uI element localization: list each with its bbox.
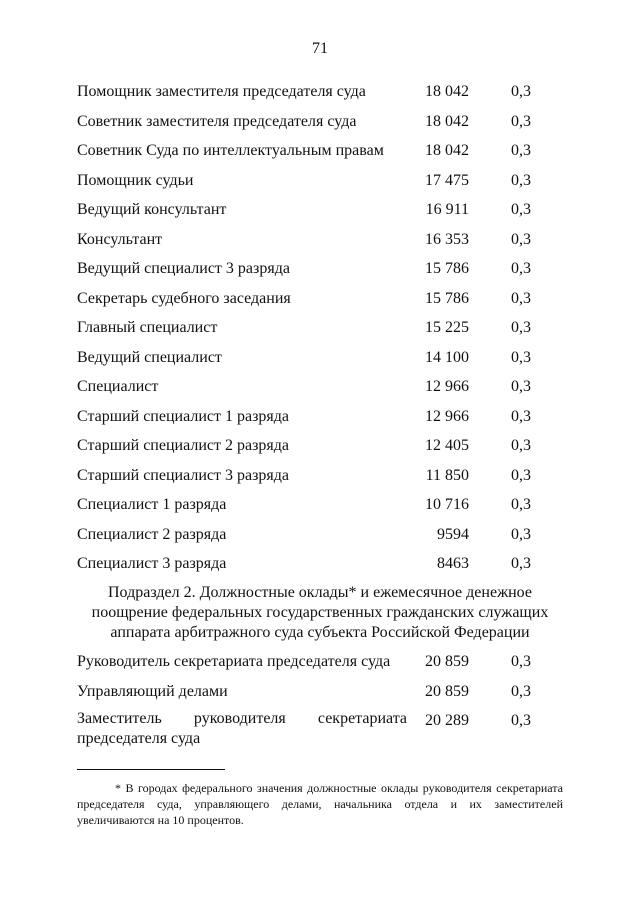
position-title: Ведущий консультант (77, 201, 227, 218)
table-row (77, 680, 577, 710)
coefficient-value: 0,3 (511, 83, 531, 100)
position-title: Главный специалист (77, 319, 218, 336)
position-table-subsection-2 (77, 650, 577, 759)
coefficient-value: 0,3 (511, 260, 531, 277)
coefficient-value: 0,3 (511, 407, 531, 425)
position-title: Ведущий специалист (77, 348, 222, 366)
coefficient-value: 0,3 (511, 319, 531, 336)
footnote: * В городах федерального значения должностные оклады руководителя секретариата председателя суда, управляющего делами, начальника отдела и их заместителей увеличиваются на 10 процентов. (77, 781, 563, 827)
coefficient-value: 0,3 (511, 653, 531, 670)
salary-value: 20 289 (425, 712, 469, 729)
coefficient-value: 0,3 (511, 289, 531, 307)
table-row (77, 139, 577, 169)
position-title: Советник заместителя председателя суда (77, 112, 357, 130)
coefficient-value: 0,3 (511, 142, 531, 159)
table-row (77, 709, 577, 759)
table-row (77, 464, 577, 494)
table-row (77, 434, 577, 464)
position-table (77, 80, 577, 582)
coefficient-value: 0,3 (511, 348, 531, 366)
table-row (77, 316, 577, 346)
table-row (77, 110, 577, 140)
salary-value: 18 042 (425, 83, 469, 100)
salary-value: 15 786 (425, 260, 469, 277)
subsection-heading: Подраздел 2. Должностные оклады* и ежемесячное денежное поощрение федеральных государственных гражданских служащих аппарата арбитражного суда субъекта Российской Федерации (91, 584, 549, 641)
table-row (77, 523, 577, 553)
coefficient-value: 0,3 (511, 112, 531, 130)
coefficient-value: 0,3 (511, 555, 531, 572)
salary-value: 18 042 (425, 142, 469, 159)
position-title: Старший специалист 1 разряда (77, 407, 289, 425)
coefficient-value: 0,3 (511, 712, 531, 729)
coefficient-value: 0,3 (511, 171, 531, 189)
salary-value: 12 405 (425, 437, 469, 454)
salary-value: 8463 (437, 555, 469, 572)
salary-value: 10 716 (425, 496, 469, 513)
position-title: Специалист (77, 378, 159, 395)
table-row (77, 169, 577, 199)
salary-value: 15 786 (425, 289, 469, 307)
position-title: Консультант (77, 230, 163, 248)
salary-value: 12 966 (425, 407, 469, 425)
position-title: Ведущий специалист 3 разряда (77, 260, 290, 277)
table-row (77, 287, 577, 317)
salary-value: 16 911 (425, 201, 469, 218)
position-title: Управляющий делами (77, 682, 228, 700)
table-row (77, 552, 577, 582)
table-row (77, 80, 577, 110)
position-title: Советник Суда по интеллектуальным правам (77, 142, 384, 159)
coefficient-value: 0,3 (511, 437, 531, 454)
salary-value: 18 042 (425, 112, 469, 130)
position-title: Помощник судьи (77, 171, 194, 189)
salary-value: 20 859 (425, 653, 469, 670)
table-row (77, 405, 577, 435)
footnote-divider (77, 769, 225, 770)
salary-value: 9594 (437, 525, 469, 543)
coefficient-value: 0,3 (511, 496, 531, 513)
position-title: Заместитель руководителя секретариата председателя суда (77, 710, 407, 747)
coefficient-value: 0,3 (511, 201, 531, 218)
position-title: Специалист 1 разряда (77, 496, 227, 513)
table-row (77, 257, 577, 287)
position-title: Специалист 3 разряда (77, 555, 227, 572)
position-title: Старший специалист 3 разряда (77, 466, 289, 484)
table-row (77, 198, 577, 228)
position-title: Специалист 2 разряда (77, 525, 227, 543)
coefficient-value: 0,3 (511, 378, 531, 395)
coefficient-value: 0,3 (511, 230, 531, 248)
table-row (77, 650, 577, 680)
position-title: Секретарь судебного заседания (77, 289, 291, 307)
table-row (77, 346, 577, 376)
salary-value: 15 225 (425, 319, 469, 336)
salary-value: 14 100 (425, 348, 469, 366)
position-title: Помощник заместителя председателя суда (77, 83, 366, 100)
salary-value: 12 966 (425, 378, 469, 395)
table-row (77, 493, 577, 523)
coefficient-value: 0,3 (511, 466, 531, 484)
coefficient-value: 0,3 (511, 525, 531, 543)
position-title: Руководитель секретариата председателя суда (77, 653, 391, 670)
salary-value: 16 353 (425, 230, 469, 248)
table-row (77, 375, 577, 405)
coefficient-value: 0,3 (511, 682, 531, 700)
position-title: Старший специалист 2 разряда (77, 437, 289, 454)
table-row (77, 228, 577, 258)
salary-value: 20 859 (425, 682, 469, 700)
page-number: 71 (312, 40, 328, 57)
salary-value: 11 850 (425, 466, 469, 484)
salary-value: 17 475 (425, 171, 469, 189)
